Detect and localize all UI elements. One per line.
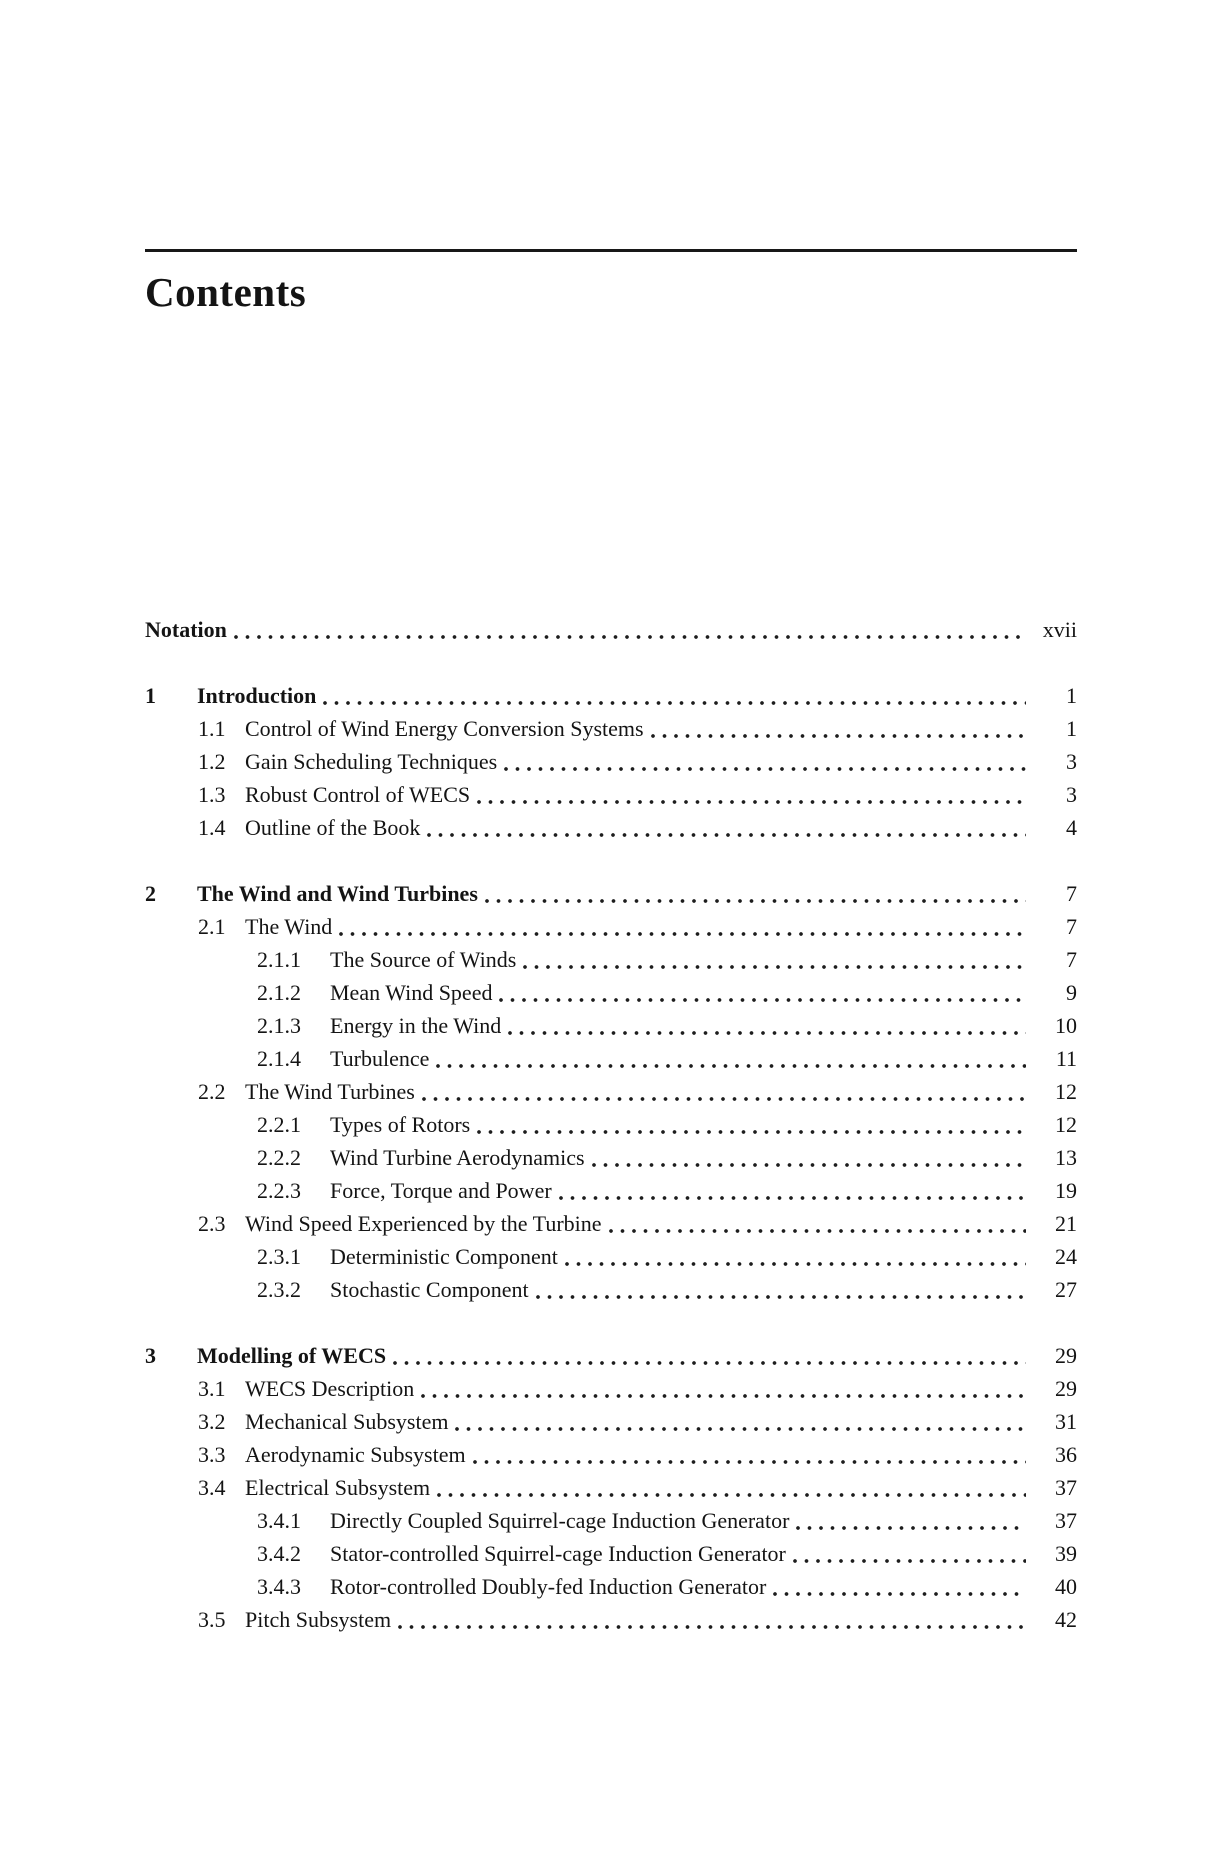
- entry-page: 29: [1055, 1343, 1077, 1368]
- entry-title: Control of Wind Energy Conversion Systems: [245, 716, 644, 741]
- dot-leader: [485, 877, 1026, 910]
- dot-leader: [508, 1009, 1026, 1042]
- entry-page: 7: [1066, 947, 1077, 972]
- entry-page: 37: [1055, 1508, 1077, 1533]
- entry-title: Aerodynamic Subsystem: [245, 1442, 466, 1467]
- entry-page: 21: [1055, 1211, 1077, 1236]
- entry-title: Rotor-controlled Doubly-fed Induction Generator: [330, 1574, 767, 1599]
- entry-page: 7: [1066, 881, 1077, 906]
- dot-leader: [436, 1042, 1026, 1075]
- entry-title: Mechanical Subsystem: [245, 1409, 449, 1434]
- entry-number: 3.4: [198, 1475, 226, 1500]
- toc-entry-3.2: [145, 1405, 1077, 1438]
- entry-page: 31: [1055, 1409, 1077, 1434]
- heading-rule: [145, 249, 1077, 252]
- entry-page: 37: [1055, 1475, 1077, 1500]
- entry-page: 29: [1055, 1376, 1077, 1401]
- entry-number: 2.3.2: [257, 1277, 301, 1302]
- entry-number: 2.2.1: [257, 1112, 301, 1137]
- toc-entry-3.4.1: [145, 1504, 1077, 1537]
- entry-title: Turbulence: [330, 1046, 430, 1071]
- entry-title: Gain Scheduling Techniques: [245, 749, 498, 774]
- entry-title: The Wind Turbines: [245, 1079, 415, 1104]
- dot-leader: [477, 1108, 1026, 1141]
- toc-entry-2.2.2: [145, 1141, 1077, 1174]
- entry-title: Mean Wind Speed: [330, 980, 493, 1005]
- dot-leader: [651, 712, 1026, 745]
- entry-page: 39: [1055, 1541, 1077, 1566]
- entry-title: Directly Coupled Squirrel-cage Induction Generator: [330, 1508, 790, 1533]
- toc-entry-2.1: [145, 910, 1077, 943]
- toc-entry-1.3: [145, 778, 1077, 811]
- dot-leader: [499, 976, 1026, 1009]
- toc-entry-2.2: [145, 1075, 1077, 1108]
- entry-title: Robust Control of WECS: [245, 782, 471, 807]
- entry-page: 3: [1066, 782, 1077, 807]
- entry-title: Wind Turbine Aerodynamics: [330, 1145, 585, 1170]
- entry-title: The Wind and Wind Turbines: [197, 881, 478, 906]
- entry-number: 1.2: [198, 749, 226, 774]
- entry-page: 40: [1055, 1574, 1077, 1599]
- dot-leader: [437, 1471, 1026, 1504]
- entry-number: 3.2: [198, 1409, 226, 1434]
- entry-title: The Wind: [245, 914, 333, 939]
- entry-page: 11: [1055, 1046, 1077, 1071]
- entry-page: 7: [1066, 914, 1077, 939]
- entry-number: 2.3: [198, 1211, 226, 1236]
- entry-title: Stator-controlled Squirrel-cage Induction Generator: [330, 1541, 786, 1566]
- dot-leader: [793, 1537, 1026, 1570]
- entry-number: 2.1: [198, 914, 226, 939]
- dot-leader: [455, 1405, 1026, 1438]
- entry-number: 3.4.2: [257, 1541, 301, 1566]
- entry-number: 3.4.1: [257, 1508, 301, 1533]
- entry-number: 2.1.2: [257, 980, 301, 1005]
- toc-entry-2.1.4: [145, 1042, 1077, 1075]
- entry-page: 12: [1055, 1112, 1077, 1137]
- entry-title: Wind Speed Experienced by the Turbine: [245, 1211, 602, 1236]
- toc: [145, 613, 1077, 1636]
- toc-entry-2.1.1: [145, 943, 1077, 976]
- entry-page: 9: [1066, 980, 1077, 1005]
- entry-page: 1: [1066, 683, 1077, 708]
- dot-leader: [796, 1504, 1026, 1537]
- toc-entry-1.2: [145, 745, 1077, 778]
- toc-entry-1.1: [145, 712, 1077, 745]
- dot-leader: [339, 910, 1026, 943]
- entry-page: 10: [1055, 1013, 1077, 1038]
- entry-number: 1.3: [198, 782, 226, 807]
- entry-title: Stochastic Component: [330, 1277, 529, 1302]
- dot-leader: [422, 1075, 1026, 1108]
- entry-title: Electrical Subsystem: [245, 1475, 431, 1500]
- toc-entry-1.4: [145, 811, 1077, 844]
- toc-entry-3: [145, 1339, 1077, 1372]
- toc-entry-2.1.3: [145, 1009, 1077, 1042]
- dot-leader: [559, 1174, 1026, 1207]
- entry-title: Types of Rotors: [330, 1112, 471, 1137]
- entry-page: 13: [1055, 1145, 1077, 1170]
- dot-leader: [773, 1570, 1026, 1603]
- entry-number: 1: [145, 683, 156, 708]
- toc-entry-3.4.2: [145, 1537, 1077, 1570]
- entry-number: 3.5: [198, 1607, 226, 1632]
- entry-number: 2.2: [198, 1079, 226, 1104]
- entry-page: xvii: [1042, 617, 1077, 642]
- toc-entry-3.1: [145, 1372, 1077, 1405]
- toc-entry-2.3.1: [145, 1240, 1077, 1273]
- dot-leader: [323, 679, 1026, 712]
- entry-number: 1.1: [198, 716, 226, 741]
- toc-entry-2.3.2: [145, 1273, 1077, 1306]
- entry-page: 19: [1055, 1178, 1077, 1203]
- entry-page: 36: [1055, 1442, 1077, 1467]
- entry-page: 42: [1055, 1607, 1077, 1632]
- entry-title: Notation: [145, 617, 227, 642]
- entry-number: 2.1.1: [257, 947, 301, 972]
- entry-number: 1.4: [198, 815, 226, 840]
- entry-title: Pitch Subsystem: [245, 1607, 392, 1632]
- toc-entry-2.2.3: [145, 1174, 1077, 1207]
- toc-entry-2.1.2: [145, 976, 1077, 1009]
- entry-title: The Source of Winds: [330, 947, 517, 972]
- entry-title: Energy in the Wind: [330, 1013, 502, 1038]
- toc-entry-2: [145, 877, 1077, 910]
- toc-entry-3.3: [145, 1438, 1077, 1471]
- toc-entry-2.3: [145, 1207, 1077, 1240]
- entry-page: 3: [1066, 749, 1077, 774]
- entry-title: Deterministic Component: [330, 1244, 558, 1269]
- entry-title: Outline of the Book: [245, 815, 421, 840]
- toc-entry-2.2.1: [145, 1108, 1077, 1141]
- entry-page: 1: [1066, 716, 1077, 741]
- toc-entry-3.5: [145, 1603, 1077, 1636]
- toc-entry-3.4: [145, 1471, 1077, 1504]
- entry-title: WECS Description: [245, 1376, 415, 1401]
- entry-number: 2.3.1: [257, 1244, 301, 1269]
- dot-leader: [536, 1273, 1026, 1306]
- dot-leader: [504, 745, 1026, 778]
- dot-leader: [477, 778, 1026, 811]
- entry-number: 3.4.3: [257, 1574, 301, 1599]
- dot-leader: [421, 1372, 1026, 1405]
- entry-number: 3.1: [198, 1376, 226, 1401]
- entry-number: 2.1.3: [257, 1013, 301, 1038]
- entry-number: 3: [145, 1343, 156, 1368]
- dot-leader: [609, 1207, 1026, 1240]
- entry-title: Force, Torque and Power: [330, 1178, 552, 1203]
- entry-page: 4: [1066, 815, 1077, 840]
- entry-number: 2.2.2: [257, 1145, 301, 1170]
- dot-leader: [234, 613, 1026, 646]
- dot-leader: [393, 1339, 1026, 1372]
- dot-leader: [523, 943, 1026, 976]
- dot-leader: [398, 1603, 1026, 1636]
- toc-entry-3.4.3: [145, 1570, 1077, 1603]
- entry-number: 2: [145, 881, 156, 906]
- entry-number: 2.2.3: [257, 1178, 301, 1203]
- dot-leader: [427, 811, 1026, 844]
- entry-title: Introduction: [197, 683, 317, 708]
- toc-entry-notation: [145, 613, 1077, 646]
- entry-number: 2.1.4: [257, 1046, 301, 1071]
- dot-leader: [473, 1438, 1026, 1471]
- toc-entry-1: [145, 679, 1077, 712]
- entry-page: 27: [1055, 1277, 1077, 1302]
- page-title: Contents: [145, 269, 307, 315]
- entry-page: 24: [1055, 1244, 1077, 1269]
- entry-number: 3.3: [198, 1442, 226, 1467]
- entry-title: Modelling of WECS: [197, 1343, 387, 1368]
- dot-leader: [565, 1240, 1026, 1273]
- dot-leader: [592, 1141, 1026, 1174]
- entry-page: 12: [1055, 1079, 1077, 1104]
